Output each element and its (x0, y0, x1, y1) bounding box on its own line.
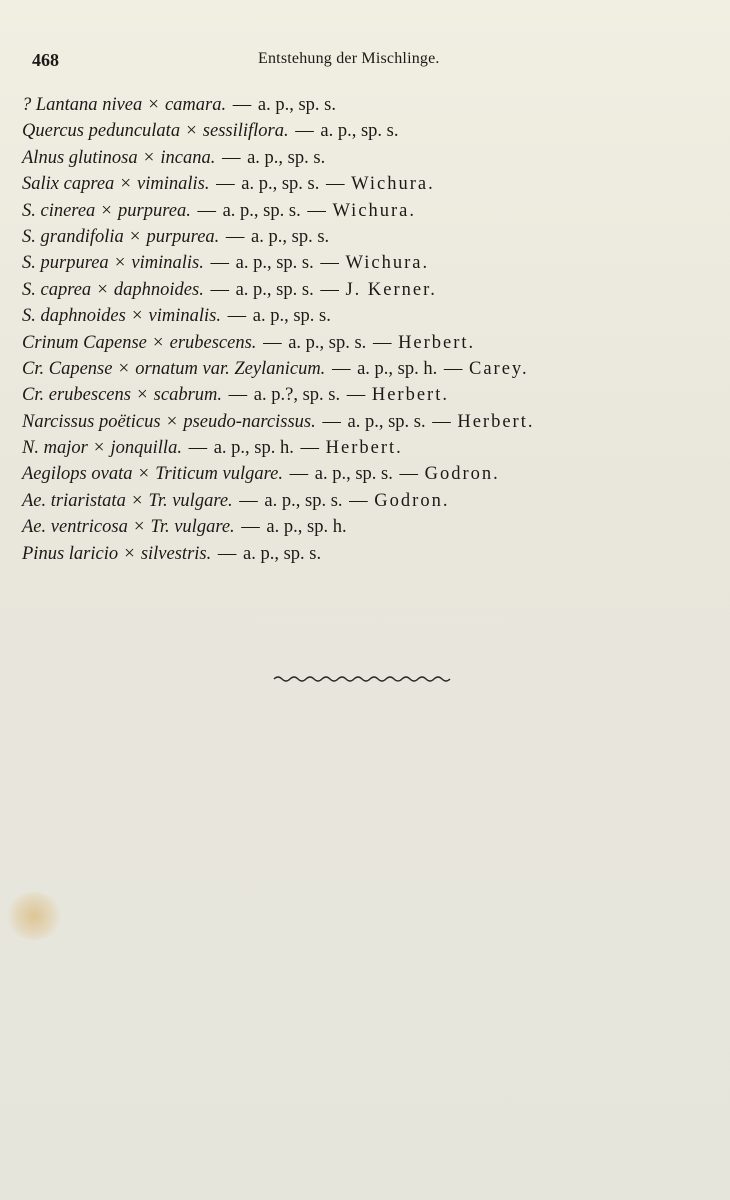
first-species: laricio (68, 543, 119, 564)
dash-separator: — (239, 490, 258, 511)
fertility-data: a. p., sp. s. (264, 490, 343, 511)
second-species: Tr. vulgare. (150, 517, 235, 538)
author-name: Wichura. (332, 200, 417, 221)
dash-separator: — (320, 253, 339, 274)
dash-separator: — (326, 174, 345, 195)
author-name: Godron. (374, 490, 450, 511)
second-species: Triticum vulgare. (155, 464, 283, 485)
genus-name: Pinus (22, 543, 65, 564)
first-species: glutinosa (68, 147, 138, 168)
genus-name: Quercus (22, 121, 84, 142)
cross-symbol: × (131, 489, 143, 511)
dash-separator: — (372, 332, 392, 353)
hybrid-entry (22, 409, 712, 435)
dash-separator: — (432, 411, 451, 432)
first-species: triaristata (50, 490, 126, 511)
hybrid-entry (22, 277, 712, 303)
first-species: daphnoides (40, 306, 126, 327)
genus-name: S. (22, 306, 36, 327)
fertility-data: a. p., sp. h. (357, 358, 438, 379)
cross-symbol: × (138, 463, 150, 485)
fertility-data: a. p., sp. s. (235, 279, 314, 300)
hybrid-entry (22, 488, 712, 514)
cross-symbol: × (186, 120, 197, 142)
genus-name: Cr. (22, 358, 45, 379)
cross-symbol: × (118, 357, 130, 379)
cross-symbol: × (101, 199, 113, 221)
second-species: daphnoides. (113, 279, 204, 300)
author-name: Herbert. (371, 385, 449, 406)
dash-separator: — (188, 438, 208, 459)
first-species: erubescens (48, 385, 131, 406)
dash-separator: — (225, 226, 245, 247)
first-species: cinerea (40, 200, 96, 221)
fertility-data: a. p., sp. h. (213, 438, 294, 459)
hybrid-entry (22, 435, 712, 461)
first-species: pedunculata (88, 121, 181, 142)
cross-symbol: × (124, 542, 135, 564)
fertility-data: a. p., sp. s. (235, 253, 314, 274)
cross-symbol: × (148, 94, 159, 115)
cross-symbol: × (152, 331, 164, 353)
genus-name: Ae. (22, 490, 47, 511)
dash-separator: — (346, 385, 366, 406)
cross-symbol: × (166, 410, 178, 432)
first-species: ovata (91, 464, 133, 485)
page-number: 468 (32, 50, 59, 70)
hybrid-entry (22, 250, 712, 276)
genus-name: S. (22, 253, 36, 274)
author-name: Wichura. (351, 174, 435, 195)
dash-separator: — (320, 279, 339, 300)
dash-separator: — (349, 490, 368, 511)
dash-separator: — (232, 95, 252, 115)
genus-name: Alnus (22, 147, 65, 168)
first-species: caprea (63, 174, 115, 195)
fertility-data: a. p., sp. s. (222, 200, 301, 221)
genus-name: S. (22, 279, 36, 300)
genus-name: Ae. (22, 517, 47, 538)
cross-symbol: × (129, 225, 141, 247)
author-name: Carey. (468, 358, 529, 379)
author-name: Godron. (424, 464, 500, 485)
author-name: J. Kerner. (345, 279, 437, 300)
second-species: erubescens. (169, 332, 257, 353)
author-name: Wichura. (345, 253, 430, 274)
dash-separator: — (217, 543, 237, 564)
hybrid-entry (22, 92, 712, 118)
fertility-data: a. p., sp. h. (266, 517, 347, 538)
genus-name: S. (22, 200, 36, 221)
genus-name: N. (22, 438, 39, 459)
cross-symbol: × (93, 437, 105, 459)
dash-separator: — (221, 147, 241, 168)
fertility-data: a. p., sp. s. (314, 464, 393, 485)
hybrid-entry (22, 224, 712, 250)
genus-name: S. (22, 226, 36, 247)
hybrid-entry (22, 145, 712, 171)
second-species: pseudo-narcissus. (183, 411, 316, 432)
first-species: Capense (48, 358, 113, 379)
first-species: poëticus (98, 411, 161, 432)
cross-symbol: × (114, 252, 126, 274)
dash-separator: — (216, 174, 235, 195)
genus-name: Lantana (35, 95, 98, 115)
dash-separator: — (227, 306, 247, 327)
author-name: Herbert. (457, 411, 535, 432)
second-species: scabrum. (153, 385, 223, 406)
cross-symbol: × (136, 384, 148, 406)
second-species: viminalis. (131, 253, 204, 274)
genus-name: Cr. (22, 385, 45, 406)
cross-symbol: × (97, 278, 108, 300)
dash-separator: — (322, 411, 341, 432)
hybrid-list (22, 92, 712, 567)
fertility-data: a. p., sp. s. (251, 226, 330, 247)
wavy-rule-ornament (272, 672, 454, 686)
dash-separator: — (300, 438, 319, 459)
fertility-data: a. p., sp. s. (252, 306, 331, 327)
second-species: viminalis. (137, 174, 210, 195)
cross-symbol: × (120, 173, 132, 195)
hybrid-entry (22, 461, 712, 487)
second-species: sessiliflora. (202, 121, 289, 142)
fertility-data: a. p., sp. s. (347, 411, 426, 432)
author-name: Herbert. (325, 438, 403, 459)
first-species: caprea (40, 279, 92, 300)
hybrid-entry (22, 118, 712, 144)
dash-separator: — (307, 200, 326, 221)
genus-name: Crinum (22, 332, 79, 353)
genus-name: Aegilops (22, 464, 87, 485)
first-species: ventricosa (50, 517, 128, 538)
second-species: camara. (164, 95, 227, 115)
dash-separator: — (331, 358, 351, 379)
hybrid-entry (22, 356, 712, 382)
genus-name: Salix (22, 174, 59, 195)
author-name: Herbert. (398, 332, 476, 353)
hybrid-entry (22, 330, 712, 356)
second-species: Tr. vulgare. (148, 490, 233, 511)
fertility-data: a. p., sp. s. (288, 332, 367, 353)
second-species: incana. (160, 147, 216, 168)
first-species: grandifolia (40, 226, 124, 247)
fertility-data: a. p., sp. s. (241, 174, 320, 195)
second-species: jonquilla. (110, 438, 182, 459)
fertility-data: a. p., sp. s. (242, 543, 322, 564)
second-species: purpurea. (146, 226, 220, 247)
hybrid-entry (22, 303, 712, 329)
uncertain-mark: ? (22, 95, 36, 115)
dash-separator: — (443, 358, 463, 379)
fertility-data: a. p., sp. s. (257, 95, 336, 115)
second-species: ornatum var. Zeylanicum. (135, 358, 326, 379)
dash-separator: — (263, 332, 282, 353)
second-species: silvestris. (140, 543, 212, 564)
hybrid-entry (22, 514, 712, 540)
cross-symbol: × (131, 305, 143, 327)
first-species: nivea (102, 95, 143, 115)
hybrid-entry (22, 198, 712, 224)
running-title: Entstehung der Mischlinge. (258, 50, 440, 67)
dash-separator: — (197, 200, 216, 221)
cross-symbol: × (143, 146, 155, 168)
second-species: viminalis. (148, 306, 221, 327)
second-species: purpurea. (118, 200, 191, 221)
cross-symbol: × (133, 516, 145, 538)
first-species: purpurea (40, 253, 109, 274)
fertility-data: a. p.?, sp. s. (253, 385, 341, 406)
dash-separator: — (228, 385, 248, 406)
hybrid-entry (22, 541, 712, 567)
first-species: Capense (83, 332, 147, 353)
hybrid-entry (22, 382, 712, 408)
fertility-data: a. p., sp. s. (247, 147, 326, 168)
dash-separator: — (295, 121, 314, 142)
fertility-data: a. p., sp. s. (320, 121, 399, 142)
dash-separator: — (210, 279, 229, 300)
dash-separator: — (399, 464, 418, 485)
genus-name: Narcissus (22, 411, 95, 432)
dash-separator: — (289, 464, 309, 485)
paper-stain (6, 892, 62, 940)
first-species: major (43, 438, 88, 459)
hybrid-entry (22, 171, 712, 197)
dash-separator: — (241, 517, 260, 538)
dash-separator: — (210, 253, 229, 274)
